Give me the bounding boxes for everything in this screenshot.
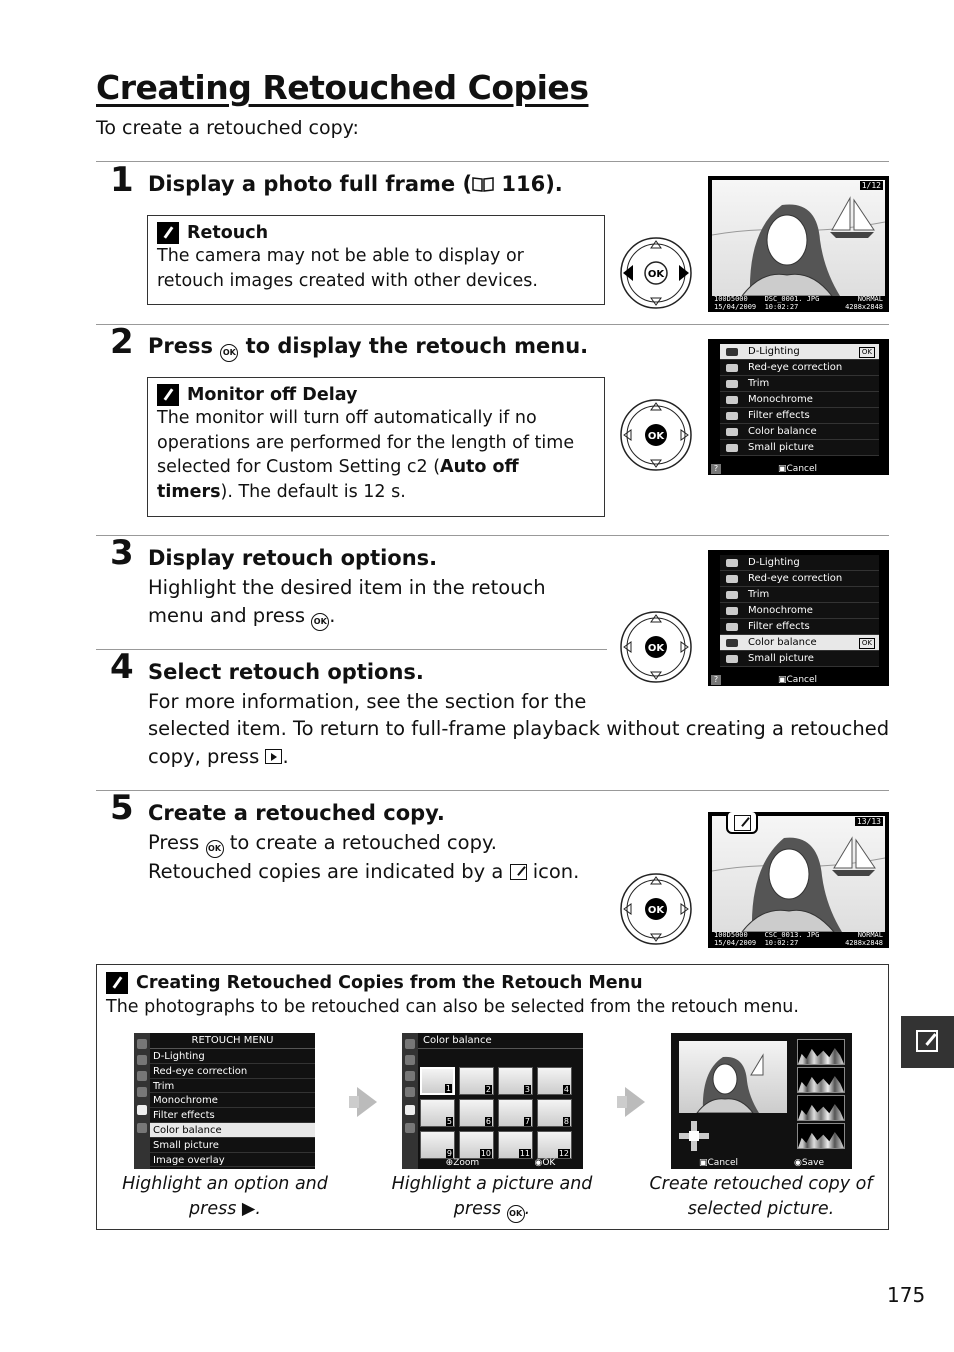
- multi-selector-left-right: [619, 236, 693, 310]
- step5-body: Press OK to create a retouched copy. Retouched copies are indicated by a icon.: [148, 831, 580, 883]
- thumbnail[interactable]: 8: [537, 1099, 572, 1127]
- help-icon: ?: [711, 464, 721, 474]
- step5-heading: Create a retouched copy.: [148, 801, 445, 825]
- mini-retouch-menu-screen: [134, 1033, 315, 1169]
- step4-body-line2: selected item. To return to full-frame playback without creating a retouched: [148, 717, 890, 740]
- photo-info: 100D5000 CSC_0013. JPG 15/04/2009 10:02:27 NORMAL 4288x2848: [714, 931, 883, 947]
- thumbnail[interactable]: 7: [498, 1099, 533, 1127]
- histogram-red: [797, 1067, 845, 1093]
- ok-button-icon: OK: [507, 1205, 525, 1223]
- mini-menu-item[interactable]: Red-eye correction: [150, 1064, 315, 1079]
- menu-footer: ? ▣Cancel: [708, 674, 889, 686]
- histogram-blue: [797, 1123, 845, 1149]
- grid-footer: ⊕Zoom ◉OK: [445, 1158, 556, 1168]
- thumbnail[interactable]: 3: [498, 1067, 533, 1095]
- thumbnail-grid: [420, 1067, 574, 1159]
- menu-item-color-balance[interactable]: Color balance OK: [720, 635, 879, 651]
- menu-item-filter-effects[interactable]: Filter effects: [720, 408, 879, 424]
- page-number: 175: [887, 1283, 926, 1307]
- menu-footer: ? ▣Cancel: [708, 463, 889, 475]
- mini-menu-header: RETOUCH MENU: [150, 1033, 315, 1049]
- frame-counter: 1/12: [861, 181, 881, 190]
- retouch-menu-screen: [708, 339, 889, 475]
- step4-number: 4: [110, 647, 134, 687]
- mini-menu-item[interactable]: Filter effects: [150, 1108, 315, 1123]
- right-arrow-icon: ▶: [241, 1199, 256, 1219]
- ok-icon: ◉: [534, 1158, 543, 1168]
- menu-item-red-eye[interactable]: Red-eye correction: [720, 360, 879, 376]
- portrait-illustration: [679, 1041, 787, 1113]
- retouch-indicator-icon: [726, 812, 758, 834]
- step2-number: 2: [110, 322, 134, 362]
- pencil-icon: [157, 384, 179, 406]
- color-balance-icon: [726, 639, 738, 647]
- small-picture-icon: [726, 444, 738, 452]
- ok-button-icon: OK: [220, 344, 238, 362]
- eye-icon: [726, 575, 738, 583]
- photo-woman: [712, 180, 885, 296]
- monitor-off-note: Monitor off Delay The monitor will turn off automatically if no operations are performed for the length of time selected for Custom Setting c2 (Auto off timers). The default is 12 s.: [147, 377, 605, 517]
- pencil-icon: [157, 222, 179, 244]
- filter-icon: [726, 412, 738, 420]
- scissors-icon: [726, 380, 738, 388]
- tip-box: Creating Retouched Copies from the Retouch Menu The photographs to be retouched can also be selected from the retouch menu. RETOUCH MENU D-Lighting Red-eye correction Trim Monochrome Filter effects Color balance Small picture Image overlay Color balance 1 2 3 4 5 6 7 8 9 10 11 12 ⊕Zoom ◉OK ▣Cancel ◉Save Highlight an option and press ▶. Highlight a picture and press OK . Create retouched copy of selected picture.: [96, 964, 889, 1230]
- caption-3: Create retouched copy of selected picture.: [649, 1174, 873, 1219]
- next-arrow-icon: [625, 1087, 645, 1117]
- step3-rule: [96, 535, 889, 536]
- thumbnail[interactable]: 6: [459, 1099, 494, 1127]
- mini-menu-item[interactable]: Small picture: [150, 1138, 315, 1153]
- caption-1: Highlight an option and press ▶.: [122, 1174, 328, 1219]
- step2-heading: Press OK to display the retouch menu.: [148, 334, 588, 362]
- mini-menu-item-selected[interactable]: Color balance: [150, 1123, 315, 1138]
- thumbnail[interactable]: 10: [459, 1131, 494, 1159]
- step3-number: 3: [110, 533, 134, 573]
- playback-icon: ▣: [699, 1158, 708, 1168]
- scissors-icon: [726, 591, 738, 599]
- retouch-note: Retouch The camera may not be able to display or retouch images created with other devices.: [147, 215, 605, 305]
- frame-counter: 13/13: [856, 817, 881, 826]
- help-icon: ?: [711, 675, 721, 685]
- retouch-menu-list: [720, 555, 879, 667]
- thumbnail[interactable]: 9: [420, 1131, 455, 1159]
- mini-menu-list: [150, 1049, 315, 1167]
- thumbnail[interactable]: 11: [498, 1131, 533, 1159]
- thumbnail[interactable]: 2: [459, 1067, 494, 1095]
- portrait-illustration: [712, 180, 885, 296]
- step1-rule: [96, 161, 889, 162]
- menu-item-d-lighting[interactable]: D-Lighting OK: [720, 344, 879, 360]
- mini-menu-item[interactable]: D-Lighting: [150, 1049, 315, 1064]
- preview-photo: [679, 1041, 787, 1113]
- mini-picture-grid-screen: [402, 1033, 583, 1169]
- thumbnail[interactable]: 4: [537, 1067, 572, 1095]
- step4-rule: [96, 649, 607, 650]
- step4-body-line1: For more information, see the section for the: [148, 690, 587, 713]
- retouch-menu-color-balance-screen: [708, 550, 889, 686]
- menu-item-d-lighting[interactable]: D-Lighting: [720, 555, 879, 571]
- caption-2: Highlight a picture and press OK .: [364, 1172, 620, 1223]
- menu-tabs: [402, 1033, 418, 1169]
- retouch-icon: [510, 864, 527, 880]
- next-arrow-icon: [357, 1087, 377, 1117]
- mini-menu-item[interactable]: Trim: [150, 1079, 315, 1094]
- step3-body: Highlight the desired item in the retouch menu and press OK .: [148, 574, 598, 631]
- color-balance-icon: [726, 428, 738, 436]
- small-picture-icon: [726, 655, 738, 663]
- svg-text:OK: OK: [647, 905, 665, 916]
- retouch-menu-list: [720, 344, 879, 456]
- thumbnail[interactable]: 1: [420, 1067, 455, 1095]
- filter-icon: [726, 623, 738, 631]
- monochrome-icon: [726, 607, 738, 615]
- step3-heading: Display retouch options.: [148, 546, 438, 570]
- pencil-icon: [106, 972, 128, 994]
- book-icon: [472, 176, 494, 192]
- ok-button-icon: OK: [311, 613, 329, 631]
- thumbnail[interactable]: 5: [420, 1099, 455, 1127]
- svg-text:OK: OK: [647, 643, 665, 654]
- menu-item-color-balance[interactable]: Color balance: [720, 424, 879, 440]
- ok-button-icon: OK: [206, 840, 224, 858]
- photo-info: 100D5000 DSC_0001. JPG 15/04/2009 10:02:27 NORMAL 4288x2848: [714, 295, 883, 311]
- menu-item-small-picture[interactable]: Small picture: [720, 651, 879, 667]
- menu-item-trim[interactable]: Trim: [720, 376, 879, 392]
- menu-item-monochrome[interactable]: Monochrome: [720, 603, 879, 619]
- mini-menu-item[interactable]: Image overlay: [150, 1153, 315, 1168]
- zoom-icon: ⊕: [445, 1158, 454, 1168]
- playback-button-icon: [265, 749, 282, 764]
- step4-body-line3: copy, press .: [148, 745, 289, 768]
- step1-heading: Display a photo full frame ( 116).: [148, 172, 563, 196]
- menu-tabs: [134, 1033, 150, 1169]
- menu-item-monochrome[interactable]: Monochrome: [720, 392, 879, 408]
- page-title: Creating Retouched Copies: [96, 68, 589, 107]
- tip-text: The photographs to be retouched can also be selected from the retouch menu.: [106, 997, 799, 1017]
- multi-selector-ok: [619, 398, 693, 472]
- thumbnail[interactable]: 12: [537, 1131, 572, 1159]
- multi-selector-ok: [619, 872, 693, 946]
- full-frame-screen: [708, 176, 889, 312]
- histogram-rgb: [797, 1039, 845, 1065]
- retouched-copy-screen: [708, 812, 889, 948]
- menu-item-red-eye[interactable]: Red-eye correction: [720, 571, 879, 587]
- menu-item-filter-effects[interactable]: Filter effects: [720, 619, 879, 635]
- menu-item-small-picture[interactable]: Small picture: [720, 440, 879, 456]
- step5-rule: [96, 790, 889, 791]
- step2-rule: [96, 324, 889, 325]
- monochrome-icon: [726, 396, 738, 404]
- retouch-icon: [916, 1030, 938, 1052]
- menu-item-trim[interactable]: Trim: [720, 587, 879, 603]
- intro-text: To create a retouched copy:: [96, 117, 359, 139]
- d-lighting-icon: [726, 348, 738, 356]
- mini-color-balance-screen: [671, 1033, 852, 1169]
- multi-selector-up-down: [619, 610, 693, 684]
- retouch-section-tab: [901, 1016, 954, 1068]
- color-adjust-pad[interactable]: [679, 1121, 709, 1151]
- grid-header: Color balance: [418, 1033, 583, 1049]
- histogram-green: [797, 1095, 845, 1121]
- svg-text:OK: OK: [647, 269, 665, 280]
- balance-footer: ▣Cancel ◉Save: [699, 1158, 824, 1168]
- step1-number: 1: [110, 160, 134, 200]
- eye-icon: [726, 364, 738, 372]
- step5-number: 5: [110, 788, 134, 828]
- ok-icon: ◉: [794, 1158, 802, 1168]
- svg-text:OK: OK: [647, 431, 665, 442]
- d-lighting-icon: [726, 559, 738, 567]
- mini-menu-item[interactable]: Monochrome: [150, 1093, 315, 1108]
- step4-heading: Select retouch options.: [148, 660, 424, 684]
